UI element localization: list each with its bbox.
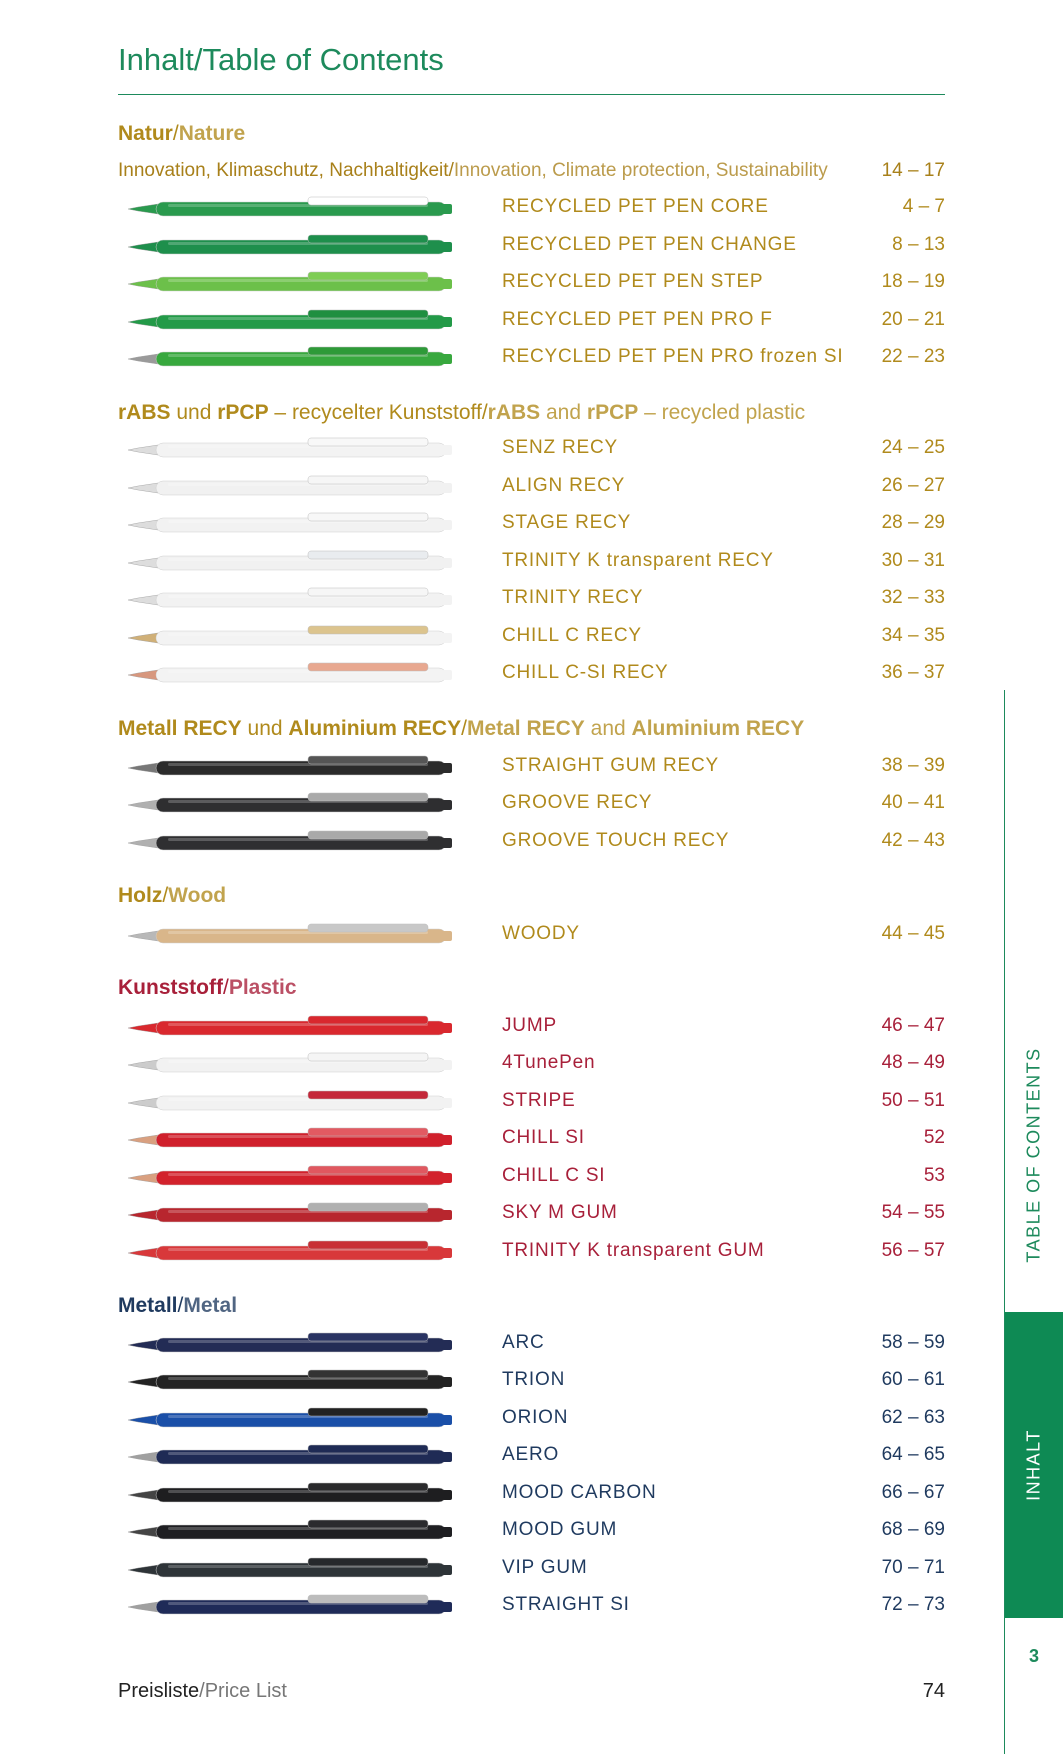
toc-entry-pages: 60 – 61 bbox=[881, 1369, 945, 1390]
pen-image bbox=[128, 661, 453, 685]
toc-entry-pages: 32 – 33 bbox=[881, 587, 945, 608]
toc-entry-pages: 52 bbox=[923, 1127, 945, 1148]
toc-entry[interactable] bbox=[118, 1195, 945, 1231]
toc-entry-name: ALIGN RECY bbox=[502, 475, 626, 496]
section-heading-part: / bbox=[481, 401, 488, 424]
pen-image bbox=[128, 436, 453, 460]
pen-image bbox=[128, 1239, 453, 1263]
pen-image bbox=[128, 1556, 453, 1580]
toc-entry-name: VIP GUM bbox=[502, 1557, 588, 1578]
section-heading-part: und bbox=[170, 401, 218, 424]
toc-entry-name: SKY M GUM bbox=[502, 1202, 618, 1223]
toc-entry[interactable] bbox=[118, 1362, 945, 1398]
toc-entry-name: RECYCLED PET PEN PRO frozen SI bbox=[502, 346, 844, 367]
section-heading-part: Metal bbox=[183, 1294, 238, 1317]
toc-entry-pages: 30 – 31 bbox=[881, 550, 945, 571]
pen-image bbox=[128, 829, 453, 853]
toc-entry[interactable] bbox=[118, 1233, 945, 1269]
toc-entry[interactable] bbox=[118, 748, 945, 784]
pen-image bbox=[128, 270, 453, 294]
pen-image bbox=[128, 511, 453, 535]
toc-entry[interactable] bbox=[118, 1512, 945, 1548]
toc-entry-name: JUMP bbox=[502, 1015, 557, 1036]
section-heading-part: Natur bbox=[118, 122, 173, 145]
toc-entry-name: RECYCLED PET PEN CORE bbox=[502, 196, 769, 217]
section-heading-part: Holz bbox=[118, 884, 163, 907]
section-heading-part: Aluminium RECY bbox=[631, 717, 805, 740]
toc-entry-name: SENZ RECY bbox=[502, 437, 618, 458]
pen-image bbox=[128, 1331, 453, 1355]
pen-image bbox=[128, 1164, 453, 1188]
toc-entry-pages: 72 – 73 bbox=[881, 1594, 945, 1615]
toc-entry-pages: 53 bbox=[923, 1165, 945, 1186]
pen-image bbox=[128, 474, 453, 498]
toc-entry[interactable] bbox=[118, 1587, 945, 1623]
toc-entry[interactable] bbox=[118, 339, 945, 375]
toc-entry[interactable] bbox=[118, 1045, 945, 1081]
toc-entry-name: RECYCLED PET PEN STEP bbox=[502, 271, 764, 292]
pen-image bbox=[128, 308, 453, 332]
toc-entry-pages: 36 – 37 bbox=[881, 662, 945, 683]
toc-entry-name: 4TunePen bbox=[502, 1052, 596, 1073]
section-heading-plastic bbox=[118, 976, 297, 1000]
title-sep: / bbox=[193, 42, 203, 77]
pen-image bbox=[128, 586, 453, 610]
toc-entry-name: TRINITY K transparent RECY bbox=[502, 550, 774, 571]
toc-entry-name: CHILL C SI bbox=[502, 1165, 606, 1186]
sidebar-tab-table-of-contents[interactable] bbox=[1005, 1000, 1063, 1310]
title-en: Table of Contents bbox=[202, 42, 444, 77]
section-heading-part: / bbox=[461, 717, 467, 740]
toc-entry[interactable] bbox=[118, 264, 945, 300]
toc-entry[interactable] bbox=[118, 1437, 945, 1473]
toc-entry-pages: 28 – 29 bbox=[881, 512, 945, 533]
footer-de: Preisliste bbox=[118, 1680, 200, 1702]
toc-entry-pages: 54 – 55 bbox=[881, 1202, 945, 1223]
title-rule bbox=[118, 94, 945, 95]
toc-entry-pages: 68 – 69 bbox=[881, 1519, 945, 1540]
page-title bbox=[118, 42, 444, 78]
toc-entry-pages: 34 – 35 bbox=[881, 625, 945, 646]
toc-entry-pages: 48 – 49 bbox=[881, 1052, 945, 1073]
toc-entry-pages: 66 – 67 bbox=[881, 1482, 945, 1503]
toc-entry[interactable] bbox=[118, 1550, 945, 1586]
pen-image bbox=[128, 1518, 453, 1542]
section-heading-part: / bbox=[222, 976, 229, 999]
toc-entry-name: GROOVE TOUCH RECY bbox=[502, 830, 730, 851]
toc-entry-name: RECYCLED PET PEN CHANGE bbox=[502, 234, 797, 255]
toc-entry-name: STAGE RECY bbox=[502, 512, 632, 533]
toc-entry[interactable] bbox=[118, 655, 945, 691]
toc-entry[interactable] bbox=[118, 1400, 945, 1436]
section-heading-wood bbox=[118, 884, 226, 908]
pen-image bbox=[128, 1201, 453, 1225]
section-heading-part: rABS bbox=[118, 401, 171, 424]
toc-entry-pages: 8 – 13 bbox=[892, 234, 945, 255]
section-heading-part: Aluminium RECY bbox=[288, 717, 462, 740]
pen-image bbox=[128, 549, 453, 573]
toc-entry[interactable] bbox=[118, 618, 945, 654]
toc-entry-name: CHILL C RECY bbox=[502, 625, 642, 646]
toc-entry-pages: 26 – 27 bbox=[881, 475, 945, 496]
sidebar-number: 3 bbox=[1028, 1646, 1039, 1666]
toc-entry[interactable] bbox=[118, 823, 945, 859]
section-heading-part: Metal RECY bbox=[466, 717, 585, 740]
toc-entry-name: GROOVE RECY bbox=[502, 792, 653, 813]
pen-image bbox=[128, 1406, 453, 1430]
section-heading-part: und bbox=[241, 717, 289, 740]
sidebar-box-label: INHALT bbox=[1023, 1429, 1044, 1501]
toc-entry-name: WOODY bbox=[502, 923, 580, 944]
pen-image bbox=[128, 1443, 453, 1467]
toc-entry[interactable] bbox=[118, 189, 945, 225]
toc-entry-name: RECYCLED PET PEN PRO F bbox=[502, 309, 773, 330]
subheading-en: Innovation, Climate protection, Sustainability bbox=[453, 160, 828, 181]
pen-image bbox=[128, 791, 453, 815]
toc-entry-name: MOOD CARBON bbox=[502, 1482, 657, 1503]
section-heading-part: rPCP bbox=[586, 401, 639, 424]
pen-image bbox=[128, 1126, 453, 1150]
pen-image bbox=[128, 1051, 453, 1075]
section-heading-part: / bbox=[177, 1294, 184, 1317]
title-de: Inhalt bbox=[118, 42, 194, 77]
toc-entry-name: STRIPE bbox=[502, 1090, 576, 1111]
toc-entry[interactable] bbox=[118, 227, 945, 263]
pen-image bbox=[128, 195, 453, 219]
section-heading-part: Plastic bbox=[228, 976, 297, 999]
toc-entry-pages: 62 – 63 bbox=[881, 1407, 945, 1428]
toc-entry-name: ORION bbox=[502, 1407, 569, 1428]
toc-entry-pages: 46 – 47 bbox=[881, 1015, 945, 1036]
section-subheading[interactable] bbox=[118, 160, 945, 182]
section-heading-part: – recycled plastic bbox=[638, 401, 806, 424]
toc-entry-pages: 22 – 23 bbox=[881, 346, 945, 367]
section-heading-part: – recycelter Kunststoff bbox=[268, 401, 482, 424]
toc-entry-name: CHILL C-SI RECY bbox=[502, 662, 669, 683]
pen-image bbox=[128, 1014, 453, 1038]
toc-entry-name: TRINITY RECY bbox=[502, 587, 644, 608]
toc-entry-pages: 24 – 25 bbox=[881, 437, 945, 458]
toc-entry-pages: 18 – 19 bbox=[881, 271, 945, 292]
pen-image bbox=[128, 1481, 453, 1505]
sidebar-toc-label: TABLE OF CONTENTS bbox=[1023, 1047, 1044, 1263]
footer-en: Price List bbox=[204, 1680, 287, 1702]
pen-image bbox=[128, 624, 453, 648]
toc-entry-pages: 64 – 65 bbox=[881, 1444, 945, 1465]
toc-entry[interactable] bbox=[118, 1083, 945, 1119]
subheading-pages: 14 – 17 bbox=[881, 160, 945, 181]
pen-image bbox=[128, 345, 453, 369]
toc-entry-pages: 4 – 7 bbox=[902, 196, 945, 217]
toc-entry[interactable] bbox=[118, 430, 945, 466]
toc-entry[interactable] bbox=[118, 1325, 945, 1361]
pen-image bbox=[128, 233, 453, 257]
toc-entry[interactable] bbox=[118, 916, 945, 952]
section-heading-part: Wood bbox=[168, 884, 227, 907]
toc-entry-name: CHILL SI bbox=[502, 1127, 585, 1148]
subheading-de: Innovation, Klimaschutz, Nachhaltigkeit bbox=[118, 160, 449, 181]
toc-entry-name: TRINITY K transparent GUM bbox=[502, 1240, 765, 1261]
toc-entry[interactable] bbox=[118, 785, 945, 821]
pen-image bbox=[128, 1089, 453, 1113]
footer-page-number: 74 bbox=[922, 1680, 945, 1702]
toc-entry-name: ARC bbox=[502, 1332, 545, 1353]
toc-entry[interactable] bbox=[118, 468, 945, 504]
toc-entry[interactable] bbox=[118, 1158, 945, 1194]
toc-entry-name: TRION bbox=[502, 1369, 566, 1390]
subheading-sep: / bbox=[448, 160, 454, 181]
toc-entry[interactable] bbox=[118, 505, 945, 541]
toc-entry-pages: 56 – 57 bbox=[881, 1240, 945, 1261]
section-heading-part: / bbox=[172, 122, 179, 145]
section-heading-nature bbox=[118, 122, 245, 146]
section-heading-part: / bbox=[162, 884, 169, 907]
toc-entry-name: STRAIGHT SI bbox=[502, 1594, 630, 1615]
toc-entry-pages: 40 – 41 bbox=[881, 792, 945, 813]
toc-entry[interactable] bbox=[118, 302, 945, 338]
toc-entry[interactable] bbox=[118, 1120, 945, 1156]
pen-image bbox=[128, 1593, 453, 1617]
section-heading-part: and bbox=[584, 717, 632, 740]
sidebar-tab-inhalt[interactable] bbox=[1005, 1312, 1063, 1618]
toc-entry[interactable] bbox=[118, 1008, 945, 1044]
toc-entry-pages: 44 – 45 bbox=[881, 923, 945, 944]
toc-entry[interactable] bbox=[118, 543, 945, 579]
toc-entry-name: MOOD GUM bbox=[502, 1519, 618, 1540]
section-heading-rabs bbox=[118, 401, 805, 425]
toc-entry-pages: 50 – 51 bbox=[881, 1090, 945, 1111]
section-heading-part: Metall bbox=[118, 1294, 178, 1317]
section-heading-part: and bbox=[540, 401, 587, 424]
section-heading-part: Kunststoff bbox=[118, 976, 223, 999]
toc-entry-pages: 70 – 71 bbox=[881, 1557, 945, 1578]
toc-entry[interactable] bbox=[118, 580, 945, 616]
section-heading-part: rABS bbox=[487, 401, 541, 424]
toc-entry-pages: 58 – 59 bbox=[881, 1332, 945, 1353]
pen-image bbox=[128, 922, 453, 946]
toc-entry-pages: 20 – 21 bbox=[881, 309, 945, 330]
toc-entry-pages: 38 – 39 bbox=[881, 755, 945, 776]
section-heading-part: rPCP bbox=[217, 401, 269, 424]
footer-sep: / bbox=[199, 1680, 205, 1702]
toc-entry[interactable] bbox=[118, 1475, 945, 1511]
section-heading-metal-recy bbox=[118, 717, 804, 741]
toc-entry-name: STRAIGHT GUM RECY bbox=[502, 755, 719, 776]
footer-label bbox=[118, 1680, 287, 1703]
section-heading-part: Nature bbox=[178, 122, 246, 145]
toc-entry-name: AERO bbox=[502, 1444, 560, 1465]
section-heading-metal bbox=[118, 1294, 237, 1318]
pen-image bbox=[128, 754, 453, 778]
toc-entry-pages: 42 – 43 bbox=[881, 830, 945, 851]
pen-image bbox=[128, 1368, 453, 1392]
section-heading-part: Metall RECY bbox=[118, 717, 242, 740]
